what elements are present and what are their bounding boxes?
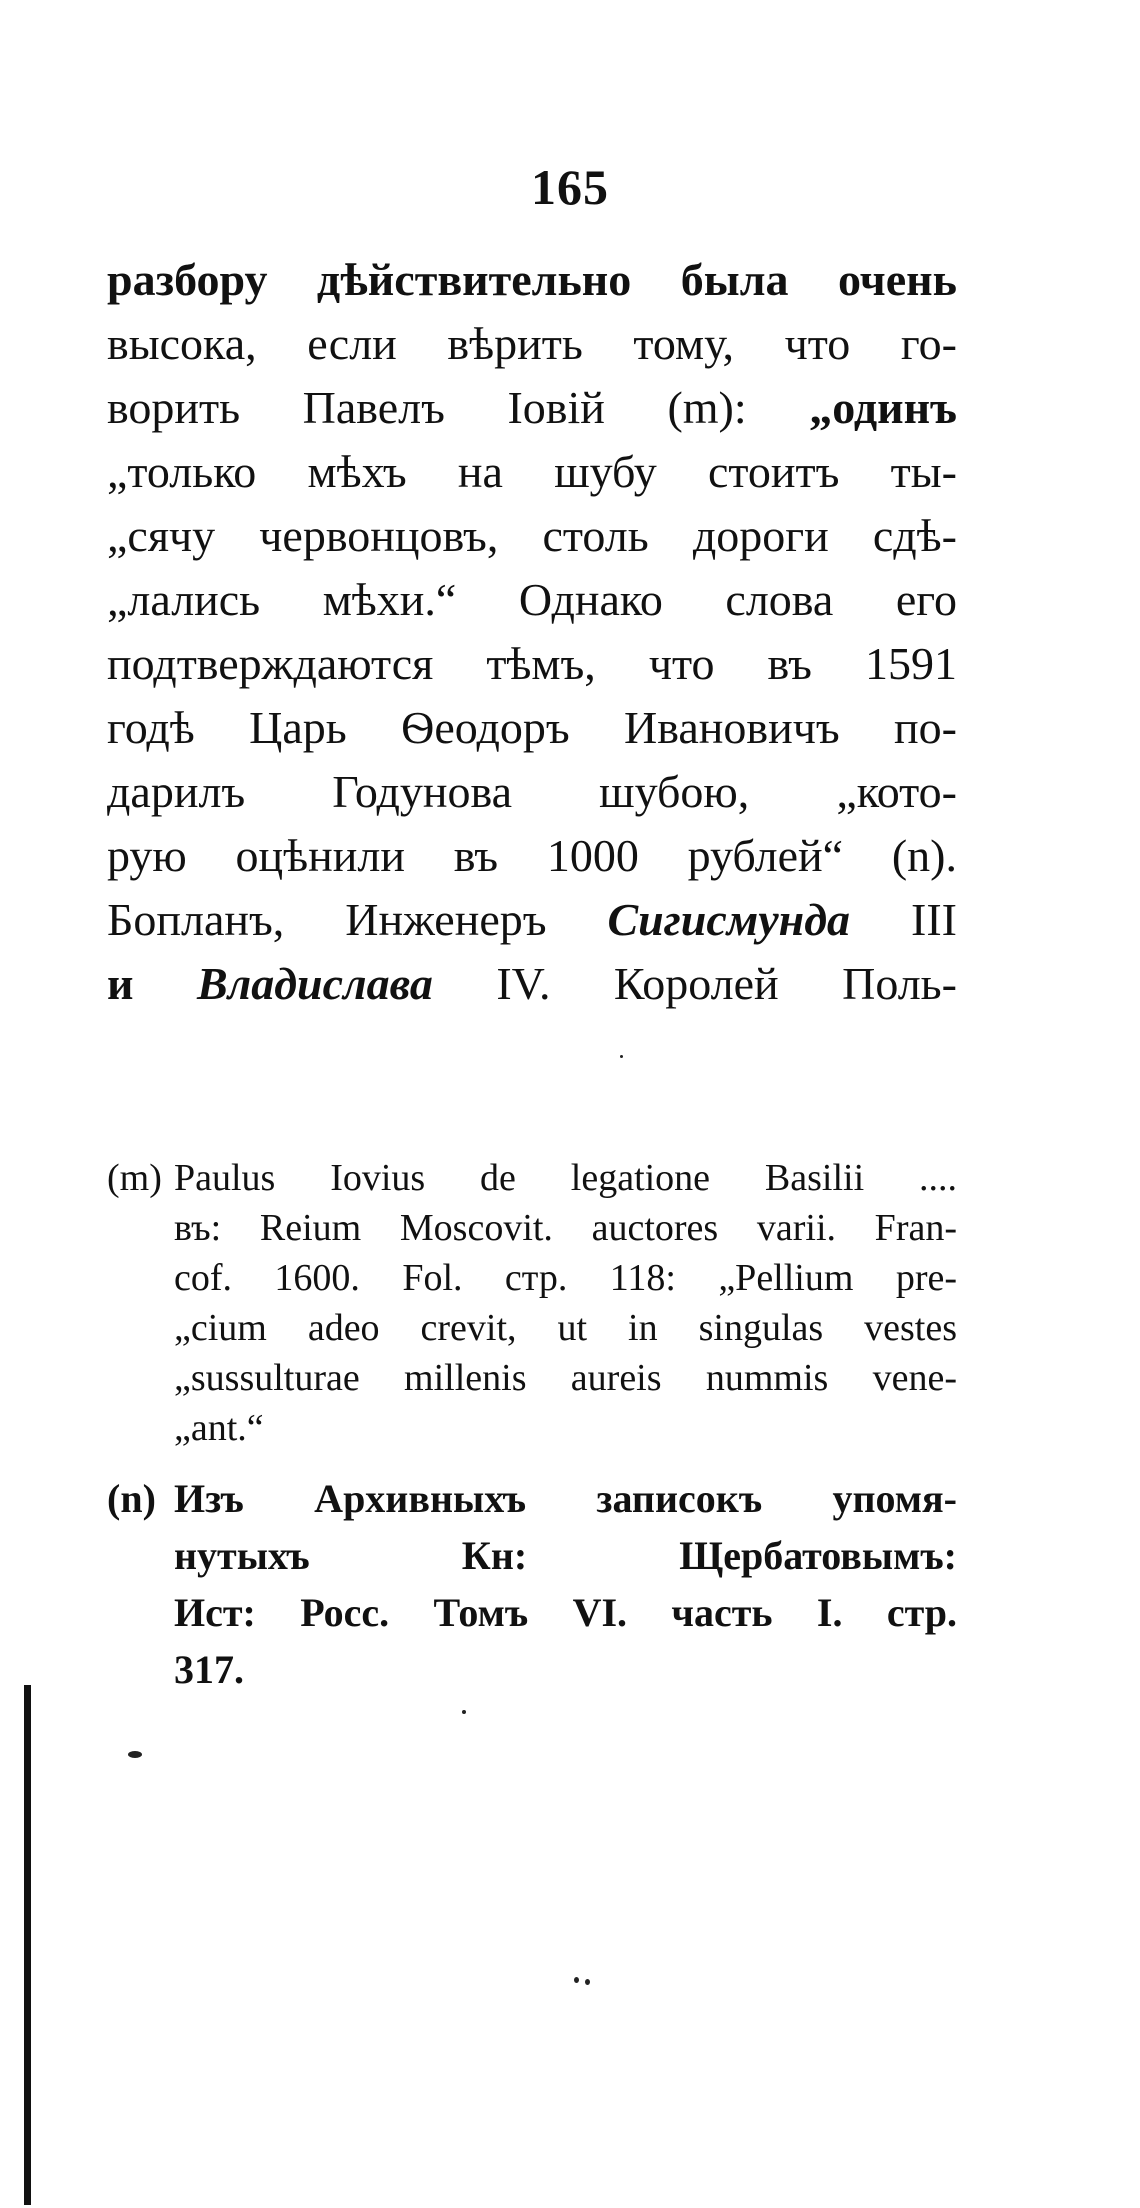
word: Однако bbox=[518, 574, 663, 625]
word: Сигисмунда bbox=[607, 894, 851, 945]
word: IV. bbox=[496, 958, 551, 1009]
word: тому, bbox=[633, 318, 735, 369]
scan-speck bbox=[574, 1977, 579, 1983]
word: и bbox=[107, 958, 134, 1009]
word: столь bbox=[542, 510, 649, 561]
word: рую bbox=[107, 830, 187, 881]
footnote-line: нутыхъ Кн: Щербатовымъ: bbox=[174, 1533, 957, 1578]
word: оцѣнили bbox=[235, 830, 405, 881]
word: въ bbox=[453, 830, 499, 881]
word: въ bbox=[767, 638, 812, 689]
word: III bbox=[911, 894, 957, 945]
word: дарилъ bbox=[107, 766, 246, 817]
word: Павелъ bbox=[302, 382, 445, 433]
word: если bbox=[307, 318, 397, 369]
word: „лались bbox=[107, 574, 261, 625]
word: „кото- bbox=[836, 766, 957, 817]
footnote-n bbox=[107, 1470, 957, 1698]
footnote-line: „sussulturae millenis aureis nummis vene- bbox=[174, 1357, 957, 1399]
text-line bbox=[107, 376, 957, 440]
footnote-text: Paulus Iovius de legatione Basilii .... bbox=[174, 1157, 957, 1199]
word: дороги bbox=[692, 510, 829, 561]
word: подтверждаются bbox=[107, 638, 434, 689]
text-line bbox=[107, 504, 957, 568]
scan-speck bbox=[585, 1979, 590, 1985]
word: „сячу bbox=[107, 510, 216, 561]
word: мѣхъ bbox=[307, 446, 407, 497]
word: слова bbox=[725, 574, 834, 625]
text-line bbox=[107, 568, 957, 632]
word: была bbox=[680, 254, 789, 305]
word: на bbox=[457, 446, 503, 497]
footnote-line bbox=[107, 1153, 957, 1203]
word: 1591 bbox=[864, 638, 957, 689]
page-number: 165 bbox=[531, 159, 609, 215]
text-line bbox=[107, 888, 957, 952]
footnote-text: Изъ Архивныхъ записокъ упомя- bbox=[174, 1476, 957, 1521]
scan-edge-mark bbox=[24, 1685, 31, 2205]
word: разбору bbox=[107, 254, 268, 305]
footnote-line bbox=[107, 1470, 957, 1527]
word: ворить bbox=[107, 382, 241, 433]
word: шубу bbox=[554, 446, 657, 497]
word: Королей bbox=[613, 958, 779, 1009]
word: сдѣ- bbox=[872, 510, 957, 561]
word: (m): bbox=[667, 382, 747, 433]
word: Ивановичъ bbox=[624, 702, 840, 753]
scan-speck bbox=[462, 1710, 466, 1714]
word: дѣйствительно bbox=[316, 254, 632, 305]
word: Царь bbox=[249, 702, 347, 753]
word: вѣрить bbox=[447, 318, 583, 369]
text-line bbox=[107, 952, 957, 1016]
word: что bbox=[648, 638, 715, 689]
footnote-mark: (n) bbox=[107, 1476, 156, 1521]
word: „одинъ bbox=[809, 382, 957, 433]
word: шубою, bbox=[599, 766, 750, 817]
word: очень bbox=[837, 254, 957, 305]
text-line bbox=[107, 824, 957, 888]
footnote-line: Ист: Росс. Томъ VI. часть I. стр. bbox=[174, 1590, 957, 1635]
text-line bbox=[107, 312, 957, 376]
text-line bbox=[107, 632, 957, 696]
text-line bbox=[107, 760, 957, 824]
footnote-line: 317. bbox=[174, 1647, 244, 1692]
word: го- bbox=[900, 318, 957, 369]
word: рублей“ bbox=[687, 830, 844, 881]
word: ты- bbox=[890, 446, 957, 497]
text-line bbox=[107, 440, 957, 504]
word: Бопланъ, bbox=[107, 894, 285, 945]
word: Іовій bbox=[507, 382, 605, 433]
word: „только bbox=[107, 446, 257, 497]
word: по- bbox=[894, 702, 957, 753]
word: (n). bbox=[891, 830, 957, 881]
word: Владислава bbox=[196, 958, 433, 1009]
word: стоитъ bbox=[707, 446, 840, 497]
text-line bbox=[107, 696, 957, 760]
word: 1000 bbox=[546, 830, 639, 881]
word: Годунова bbox=[332, 766, 513, 817]
word: Поль- bbox=[842, 958, 957, 1009]
word: червонцовъ, bbox=[259, 510, 499, 561]
footnote-line: „cium adeo crevit, ut in singulas vestes bbox=[174, 1307, 957, 1349]
word: Ѳеодоръ bbox=[401, 702, 570, 753]
word: его bbox=[895, 574, 957, 625]
footnote-line: cof. 1600. Fol. стр. 118: „Pellium pre- bbox=[174, 1257, 957, 1299]
footnote-m bbox=[107, 1153, 957, 1453]
footnote-line: „ant.“ bbox=[174, 1407, 264, 1449]
scan-speck bbox=[128, 1751, 142, 1758]
word: Инженеръ bbox=[345, 894, 547, 945]
word: мѣхи.“ bbox=[322, 574, 457, 625]
footnote-mark: (m) bbox=[107, 1157, 162, 1199]
word: высока, bbox=[107, 318, 257, 369]
scan-speck bbox=[620, 1055, 623, 1058]
word: тѣмъ, bbox=[486, 638, 596, 689]
word: годѣ bbox=[107, 702, 195, 753]
main-text bbox=[107, 248, 957, 1016]
word: что bbox=[784, 318, 851, 369]
text-line bbox=[107, 248, 957, 312]
footnote-line: въ: Reium Moscovit. auctores varii. Fran- bbox=[174, 1207, 957, 1249]
